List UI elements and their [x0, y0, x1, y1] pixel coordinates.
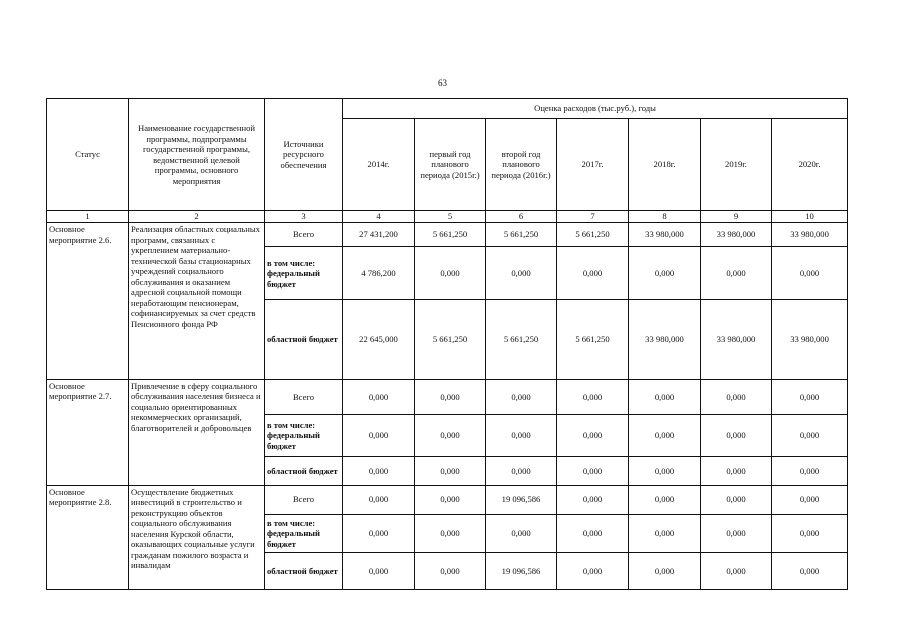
value-cell: 0,000	[557, 247, 629, 300]
column-index: 5	[415, 211, 486, 223]
value-cell: 0,000	[415, 485, 486, 514]
value-cell: 0,000	[701, 247, 772, 300]
value-cell: 5 661,250	[557, 300, 629, 380]
status-cell: Основное мероприятие 2.8.	[47, 485, 129, 589]
value-cell: 0,000	[772, 457, 848, 486]
value-cell: 0,000	[557, 457, 629, 486]
status-cell: Основное мероприятие 2.6.	[47, 223, 129, 380]
header-year: 2020г.	[772, 119, 848, 211]
value-cell: 0,000	[629, 414, 701, 457]
value-cell: 0,000	[772, 414, 848, 457]
page-number: 63	[438, 78, 447, 88]
column-index-row	[47, 211, 848, 223]
expenditure-table	[46, 98, 848, 590]
value-cell: 0,000	[629, 514, 701, 553]
value-cell: 0,000	[557, 553, 629, 590]
source-cell: областной бюджет	[265, 300, 343, 380]
value-cell: 0,000	[701, 457, 772, 486]
source-cell: областной бюджет	[265, 553, 343, 590]
value-cell: 22 645,000	[343, 300, 415, 380]
value-cell: 33 980,000	[629, 223, 701, 247]
header-year: 2014г.	[343, 119, 415, 211]
value-cell: 33 980,000	[772, 300, 848, 380]
table-row	[47, 379, 848, 414]
source-cell: областной бюджет	[265, 457, 343, 486]
value-cell: 0,000	[486, 247, 557, 300]
value-cell: 5 661,250	[486, 223, 557, 247]
value-cell: 5 661,250	[415, 300, 486, 380]
column-index: 4	[343, 211, 415, 223]
value-cell: 4 786,200	[343, 247, 415, 300]
value-cell: 0,000	[701, 514, 772, 553]
measure-name-cell: Осуществление бюджетных инвестиций в строительство и реконструкцию объектов социального обслуживания населения Курской области, оказывающих социальные услуги гражданам пожилого возраста и инвалидам	[129, 485, 265, 589]
value-cell: 0,000	[629, 553, 701, 590]
source-cell: в том числе: федеральный бюджет	[265, 514, 343, 553]
value-cell: 0,000	[415, 457, 486, 486]
measure-name-cell: Реализация областных социальных программ, связанных с укреплением материально-технической базы стационарных учреждений социального обслуживания и оказанием адресной социальной помощи неработающим пенсионерам, софинансируемых за счет средств Пенсионного фонда РФ	[129, 223, 265, 380]
header-status: Статус	[47, 99, 129, 211]
value-cell: 5 661,250	[557, 223, 629, 247]
value-cell: 0,000	[343, 457, 415, 486]
value-cell: 0,000	[629, 485, 701, 514]
value-cell: 0,000	[415, 514, 486, 553]
value-cell: 0,000	[629, 457, 701, 486]
table-row	[47, 223, 848, 247]
value-cell: 0,000	[772, 247, 848, 300]
header-year: первый год планового периода (2015г.)	[415, 119, 486, 211]
source-cell: в том числе: федеральный бюджет	[265, 247, 343, 300]
value-cell: 33 980,000	[629, 300, 701, 380]
header-estimate: Оценка расходов (тыс.руб.), годы	[343, 99, 848, 119]
value-cell: 0,000	[415, 379, 486, 414]
header-year: 2017г.	[557, 119, 629, 211]
value-cell: 5 661,250	[486, 300, 557, 380]
source-cell: в том числе: федеральный бюджет	[265, 414, 343, 457]
column-index: 2	[129, 211, 265, 223]
value-cell: 0,000	[486, 379, 557, 414]
value-cell: 0,000	[772, 485, 848, 514]
value-cell: 19 096,586	[486, 485, 557, 514]
value-cell: 0,000	[557, 414, 629, 457]
value-cell: 0,000	[415, 414, 486, 457]
value-cell: 0,000	[343, 514, 415, 553]
header-sources: Источники ресурсного обеспечения	[265, 99, 343, 211]
value-cell: 33 980,000	[772, 223, 848, 247]
value-cell: 0,000	[701, 553, 772, 590]
value-cell: 0,000	[343, 485, 415, 514]
value-cell: 0,000	[486, 457, 557, 486]
measure-name-cell: Привлечение в сферу социального обслуживания населения бизнеса и социально ориентированных некоммерческих организаций, благотворителей и добровольцев	[129, 379, 265, 485]
header-name: Наименование государственной программы, подпрограммы государственной программы, ведомственной целевой программы, основного мероприятия	[129, 99, 265, 211]
value-cell: 19 096,586	[486, 553, 557, 590]
value-cell: 27 431,200	[343, 223, 415, 247]
column-index: 9	[701, 211, 772, 223]
table-row	[47, 485, 848, 514]
header-year: 2019г.	[701, 119, 772, 211]
value-cell: 33 980,000	[701, 223, 772, 247]
value-cell: 0,000	[701, 414, 772, 457]
column-index: 7	[557, 211, 629, 223]
value-cell: 0,000	[343, 379, 415, 414]
value-cell: 0,000	[701, 379, 772, 414]
column-index: 1	[47, 211, 129, 223]
value-cell: 0,000	[415, 247, 486, 300]
source-cell: Всего	[265, 379, 343, 414]
value-cell: 0,000	[772, 553, 848, 590]
value-cell: 0,000	[486, 414, 557, 457]
value-cell: 0,000	[701, 485, 772, 514]
value-cell: 0,000	[343, 414, 415, 457]
column-index: 8	[629, 211, 701, 223]
value-cell: 0,000	[557, 379, 629, 414]
value-cell: 5 661,250	[415, 223, 486, 247]
value-cell: 0,000	[415, 553, 486, 590]
value-cell: 0,000	[629, 247, 701, 300]
value-cell: 0,000	[486, 514, 557, 553]
column-index: 6	[486, 211, 557, 223]
value-cell: 0,000	[772, 379, 848, 414]
source-cell: Всего	[265, 485, 343, 514]
status-cell: Основное мероприятие 2.7.	[47, 379, 129, 485]
value-cell: 33 980,000	[701, 300, 772, 380]
value-cell: 0,000	[557, 514, 629, 553]
value-cell: 0,000	[772, 514, 848, 553]
value-cell: 0,000	[557, 485, 629, 514]
value-cell: 0,000	[629, 379, 701, 414]
value-cell: 0,000	[343, 553, 415, 590]
header-year: 2018г.	[629, 119, 701, 211]
header-year: второй год планового периода (2016г.)	[486, 119, 557, 211]
column-index: 10	[772, 211, 848, 223]
source-cell: Всего	[265, 223, 343, 247]
column-index: 3	[265, 211, 343, 223]
